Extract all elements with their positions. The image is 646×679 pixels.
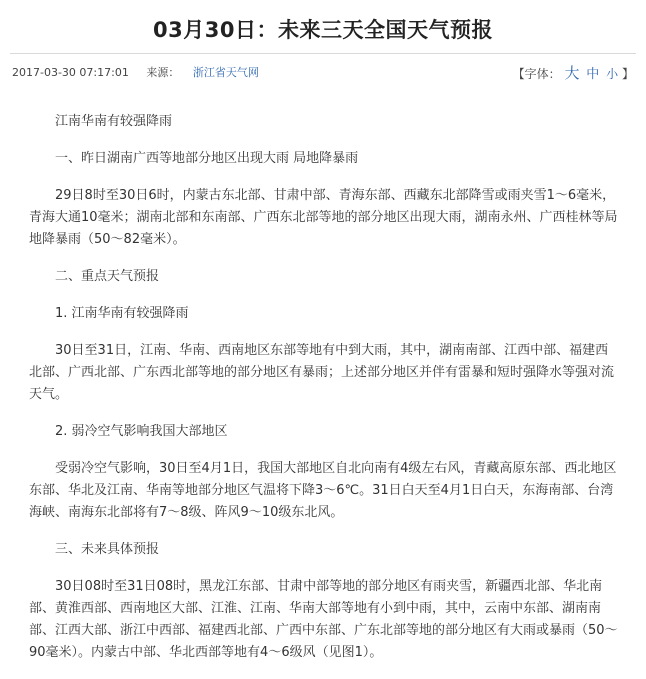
section-heading-3: 三、未来具体预报 bbox=[55, 542, 160, 557]
section-heading-2: 二、重点天气预报 bbox=[55, 269, 160, 284]
section-heading-1: 一、昨日湖南广西等地部分地区出现大雨 局地降暴雨 bbox=[55, 151, 359, 166]
publish-datetime: 2017-03-30 07:17:01 bbox=[12, 66, 129, 79]
font-size-controls bbox=[513, 63, 634, 85]
font-size-medium-button[interactable]: 中 bbox=[586, 67, 600, 82]
body-paragraph: 30日至31日，江南、华南、西南地区东部等地有中到大雨，其中，湖南南部、江西中部、福建西北部、广西北部、广东西北部等地的部分地区有暴雨；上述部分地区并伴有雷暴和短时强降水等强对流天气。 bbox=[29, 343, 615, 402]
source-label: 来源： bbox=[146, 66, 180, 79]
title-divider bbox=[10, 53, 636, 54]
meta-left bbox=[12, 66, 259, 79]
article-content bbox=[29, 111, 621, 679]
page-title: 03月30日：未来三天全国天气预报 bbox=[153, 18, 493, 42]
source-link[interactable]: 浙江省天气网 bbox=[192, 66, 259, 79]
font-size-big-button[interactable]: 大 bbox=[564, 64, 580, 82]
subtitle-paragraph: 江南华南有较强降雨 bbox=[55, 114, 173, 129]
font-size-label: 【字体： bbox=[512, 67, 561, 81]
font-size-small-button[interactable]: 小 bbox=[606, 67, 619, 81]
subsection-heading-2: 2. 弱冷空气影响我国大部地区 bbox=[55, 424, 228, 439]
subsection-heading-1: 1. 江南华南有较强降雨 bbox=[55, 306, 189, 321]
body-paragraph: 受弱冷空气影响，30日至4月1日，我国大部地区自北向南有4级左右风，青藏高原东部、西北地区东部、华北及江南、华南等地部分地区气温将下降3～6℃。31日白天至4月1日白天，东海南部、台湾海峡、南海东北部将有7～8级、阵风9～10级东北风。 bbox=[29, 461, 617, 520]
font-size-close-bracket: 】 bbox=[621, 67, 634, 81]
body-paragraph: 29日8时至30日6时，内蒙古东北部、甘肃中部、青海东部、西藏东北部降雪或雨夹雪1～6毫米，青海大通10毫米；湖南北部和东南部、广西东北部等地的部分地区出现大雨，湖南永州、广西桂林等局地降暴雨（50～82毫米）。 bbox=[29, 188, 618, 247]
body-paragraph: 30日08时至31日08时，黑龙江东部、甘肃中部等地的部分地区有雨夹雪，新疆西北部、华北南部、黄淮西部、西南地区大部、江淮、江南、华南大部等地有小到中雨，其中，云南中东部、湖南南部、江西大部、浙江中西部、福建西北部、广西中东部、广东北部等地的部分地区有大雨或暴雨（50～90毫米）。内蒙古中部、华北西部等地有4～6级风（见图1）。 bbox=[29, 579, 618, 660]
article-meta bbox=[12, 63, 634, 83]
